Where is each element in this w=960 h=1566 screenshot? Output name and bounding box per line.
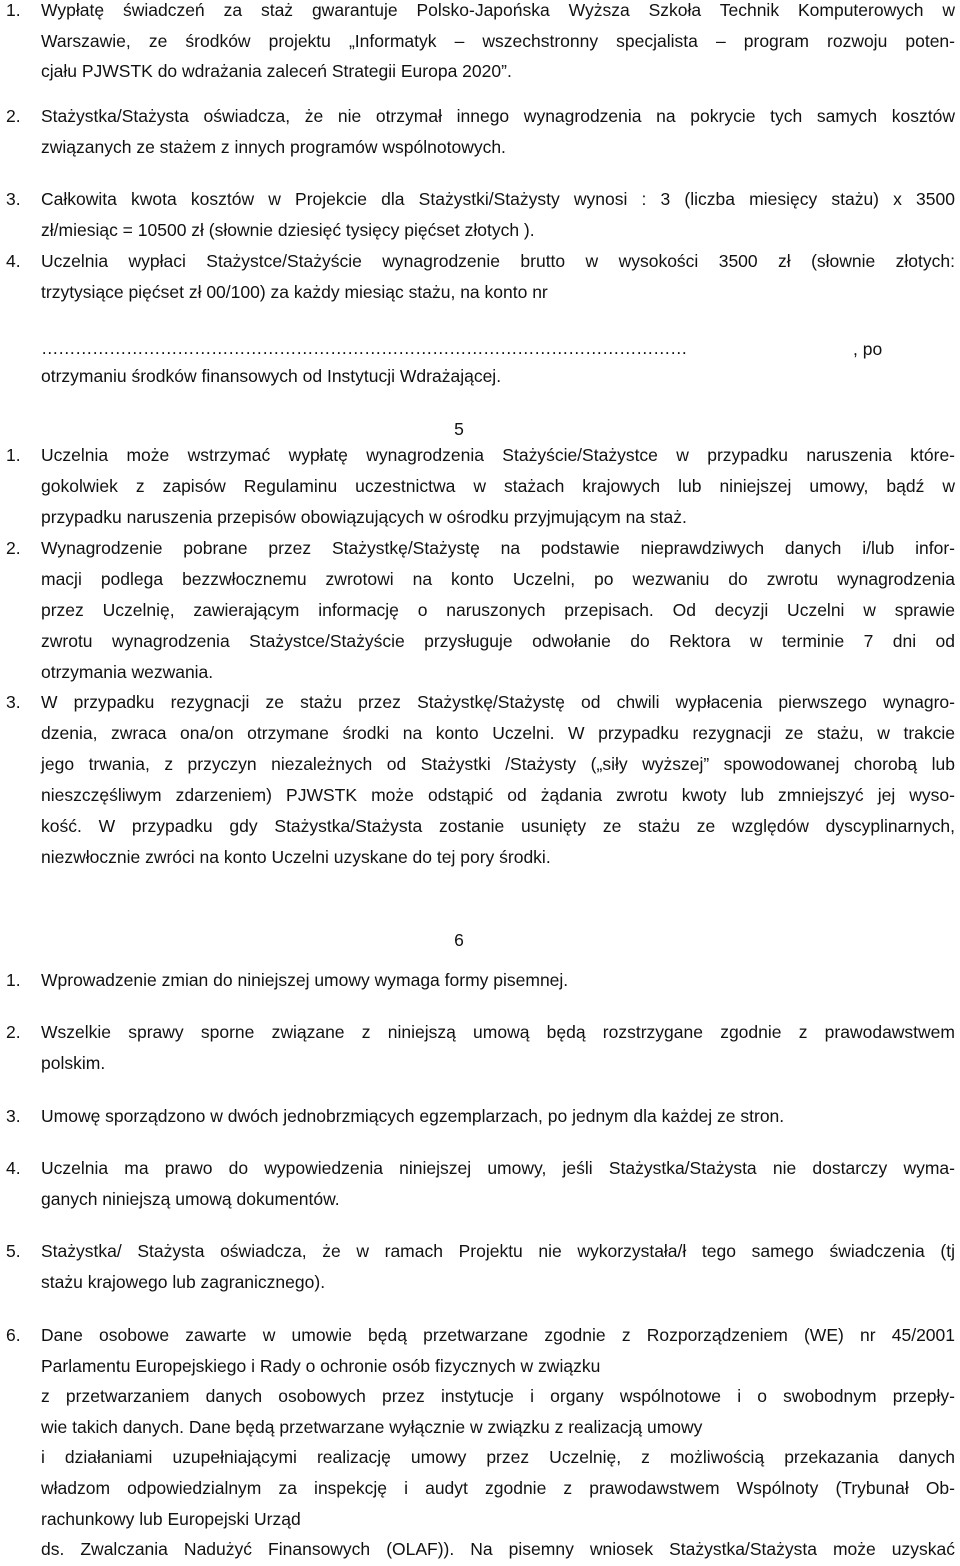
text-line: z przetwarzaniem danych osobowych przez instytucje i organy wspólnotowe i o swobodnym przepły-: [41, 1386, 955, 1407]
item-number: 1.: [6, 0, 21, 20]
text-line: Umowę sporządzono w dwóch jednobrzmiących egzemplarzach, po jednym dla każdej ze stron.: [41, 1106, 785, 1126]
text-line: przypadku naruszenia przepisów obowiązujących w ośrodku przyjmującym na staż.: [41, 507, 687, 527]
item-number: 2.: [6, 1022, 21, 1042]
item-text: [41, 1101, 955, 1132]
item-text: [41, 1017, 955, 1078]
text-line: gokolwiek z zapisów Regulaminu uczestnictwa w stażach krajowych lub niniejszej umowy, bądź w: [41, 476, 955, 496]
text-line: jego trwania, z przyczyn niezależnych od Stażystki /Stażysty („siły wyższej” spowodowanej chorobą lub: [41, 754, 955, 774]
item-text: [41, 1153, 955, 1214]
section-heading: 6: [454, 930, 464, 950]
text-line: Uczelnia może wstrzymać wypłatę wynagrodzenia Stażyście/Stażystce w przypadku naruszenia które-: [41, 445, 955, 465]
item-text: [41, 246, 955, 307]
text-line: Uczelnia wypłaci Stażystce/Stażyście wynagrodzenie brutto w wysokości 3500 zł (słownie złotych:: [41, 251, 955, 271]
text-line: przez Uczelnię, zawierającym informację o naruszonych przepisach. Od decyzji Uczelni w sprawie: [41, 600, 955, 620]
text-line: wie takich danych. Dane będą przetwarzane wyłącznie w związku z realizacją umowy: [41, 1416, 703, 1437]
item-text: [41, 533, 955, 688]
text-line: nieszczęśliwym zdarzeniem) PJWSTK może odstąpić od żądania zwrotu kwoty lub zmniejszyć jej wyso-: [41, 785, 955, 805]
text-line: stażu krajowego lub zagranicznego).: [41, 1271, 326, 1292]
item-text: [41, 1236, 955, 1297]
text-line: Uczelnia ma prawo do wypowiedzenia niniejszej umowy, jeśli Stażystka/Stażysta nie dostarczy wyma-: [41, 1158, 955, 1178]
item-text: [41, 0, 955, 87]
text-line: Wprowadzenie zmian do niniejszej umowy wymaga formy pisemnej.: [41, 970, 569, 990]
item-number: 2.: [6, 106, 21, 126]
text-line: otrzymania wezwania.: [41, 662, 214, 682]
item-text: [41, 101, 955, 162]
blank-tail-text: , po: [853, 339, 883, 359]
text-line: Stażystka/ Stażysta oświadcza, że w ramach Projektu nie wykorzystała/ł tego samego świadczenia (tj: [41, 1241, 955, 1261]
item-number: 2.: [6, 538, 21, 558]
text-line: Całkowita kwota kosztów w Projekcie dla Stażystki/Stażysty wynosi : 3 (liczba miesięcy stażu) x 3500: [41, 189, 955, 209]
text-line: dzenia, zwraca ona/on otrzymane środki na konto Uczelni. W przypadku rezygnacji ze stażu, w trakcie: [41, 723, 955, 743]
text-line: ganych niniejszą umową dokumentów.: [41, 1188, 340, 1209]
item-text: [41, 687, 955, 873]
text-line: zł/miesiąc = 10500 zł (słownie dziesięć tysięcy pięćset złotych ).: [41, 219, 535, 240]
text-line: Wszelkie sprawy sporne związane z niniejszą umową będą rozstrzygane zgodnie z prawodawstwem: [41, 1022, 955, 1042]
text-line: trzytysiące pięćset zł 00/100) za każdy miesiąc stażu, na konto nr: [41, 281, 548, 302]
item-text: [41, 440, 955, 533]
account-number-blank: ……………………………………………………………………………………………………: [41, 338, 687, 358]
text-line: Parlamentu Europejskiego i Rady o ochronie osób fizycznych w związku: [41, 1355, 601, 1376]
text-line: zwrotu wynagrodzenia Stażystce/Stażyście przysługuje odwołanie do Rektora w terminie 7 dni od: [41, 631, 955, 651]
text-line: otrzymaniu środków finansowych od Instytucji Wdrażającej.: [41, 366, 502, 386]
text-line: cjału PJWSTK do wdrażania zaleceń Strategii Europa 2020”.: [41, 61, 512, 82]
text-line: Wypłatę świadczeń za staż gwarantuje Polsko-Japońska Wyższa Szkoła Technik Komputerowych w: [41, 0, 955, 20]
text-line: W przypadku rezygnacji ze stażu przez Stażystkę/Stażystę od chwili wypłacenia pierwszego wynagro-: [41, 692, 955, 712]
item-number: 4.: [6, 251, 21, 271]
section-heading: 5: [454, 419, 464, 439]
item-number: 1.: [6, 970, 21, 990]
text-line: związanych ze stażem z innych programów wspólnotowych.: [41, 136, 506, 157]
text-line: rachunkowy lub Europejski Urząd: [41, 1508, 301, 1529]
item-number: 3.: [6, 189, 21, 209]
item-text: [41, 1320, 955, 1565]
text-line: niezwłocznie zwróci na konto Uczelni uzyskane do tej pory środki.: [41, 847, 551, 867]
item-number: 1.: [6, 445, 21, 465]
item-number: 3.: [6, 692, 21, 712]
text-line: władzom odpowiedzialnym za inspekcję i audyt zgodnie z prawodawstwem Wspólnoty (Trybunał Ob-: [41, 1477, 955, 1498]
text-line: Dane osobowe zawarte w umowie będą przetwarzane zgodnie z Rozporządzeniem (WE) nr 45/2001: [41, 1325, 955, 1345]
text-line: Warszawie, ze środków projektu „Informatyk – wszechstronny specjalista – program rozwoju poten-: [41, 30, 955, 51]
item-number: 4.: [6, 1158, 21, 1178]
text-line: ds. Zwalczania Nadużyć Finansowych (OLAF)). Na pisemny wniosek Stażystka/Stażysta może uzyskać: [41, 1539, 955, 1560]
text-line: macji podlega bezzwłocznemu zwrotowi na konto Uczelni, po wezwaniu do zwrotu wynagrodzenia: [41, 569, 955, 589]
item-number: 6.: [6, 1325, 21, 1345]
item-number: 3.: [6, 1106, 21, 1126]
item-text: [41, 184, 955, 245]
text-line: Wynagrodzenie pobrane przez Stażystkę/Stażystę na podstawie nieprawdziwych danych i/lub infor-: [41, 538, 955, 558]
text-line: kość. W przypadku gdy Stażystka/Stażysta zostanie usunięty ze stażu ze względów dyscyplinarnych,: [41, 816, 955, 836]
text-line: Stażystka/Stażysta oświadcza, że nie otrzymał innego wynagrodzenia na pokrycie tych samych kosztów: [41, 106, 955, 126]
item-number: 5.: [6, 1241, 21, 1261]
text-line: polskim.: [41, 1052, 106, 1073]
item-text: [41, 965, 955, 996]
text-line: i działaniami uzupełniającymi realizację umowy przez Uczelnię, z możliwością przekazania danych: [41, 1447, 955, 1468]
